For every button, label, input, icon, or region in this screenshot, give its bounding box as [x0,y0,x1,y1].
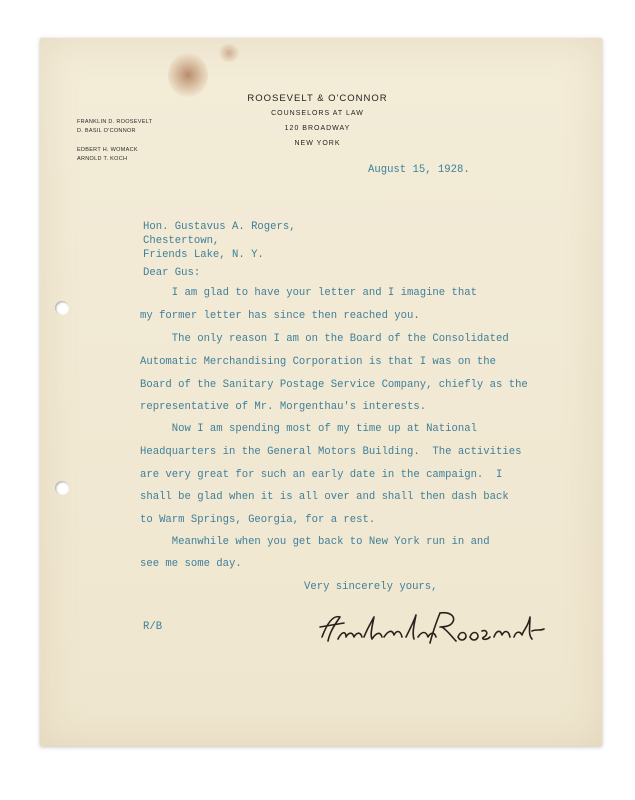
body-line: I am glad to have your letter and I imagine that [140,287,477,299]
body-line: shall be glad when it is all over and shall then dash back [140,491,509,503]
firm-name: ROOSEVELT & O'CONNOR [247,93,388,104]
partner-name: EDBERT H. WOMACK [77,147,138,153]
recipient-line: Hon. Gustavus A. Rogers, [143,221,296,233]
body-line: Automatic Merchandising Corporation is that I was on the [140,356,497,368]
body-line: to Warm Springs, Georgia, for a rest. [140,514,376,526]
partners-list-2 [77,146,138,164]
firm-subtitle: COUNSELORS AT LAW [271,110,364,117]
rust-stain-small [218,44,240,62]
punch-hole-bottom [55,481,69,495]
recipient-line: Chestertown, [143,235,220,247]
firm-address: 120 BROADWAY [284,125,351,132]
punch-hole-top [55,301,69,315]
body-line: representative of Mr. Morgenthau's interests. [140,401,427,413]
body-line: The only reason I am on the Board of the Consolidated [140,333,509,345]
body-line: Board of the Sanitary Postage Service Company, chiefly as the [140,379,528,391]
salutation: Dear Gus: [143,267,201,279]
body-line: Meanwhile when you get back to New York run in and [140,536,490,548]
letter-date: August 15, 1928. [368,164,470,176]
partner-name: ARNOLD T. KOCH [77,156,128,162]
rust-stain [168,52,208,98]
partner-name: FRANKLIN D. ROOSEVELT [77,119,153,125]
recipient-line: Friends Lake, N. Y. [143,249,264,261]
typist-initials: R/B [143,621,163,633]
partners-list-1 [77,118,152,136]
body-line: are very great for such an early date in the campaign. I [140,469,503,481]
firm-city: NEW YORK [294,140,341,147]
closing: Very sincerely yours, [304,581,438,593]
body-line: Headquarters in the General Motors Building. The activities [140,446,522,458]
body-line: Now I am spending most of my time up at National [140,423,477,435]
body-line: my former letter has since then reached you. [140,310,420,322]
body-line: see me some day. [140,558,242,570]
signature [318,607,548,654]
partner-name: D. BASIL O'CONNOR [77,128,136,134]
